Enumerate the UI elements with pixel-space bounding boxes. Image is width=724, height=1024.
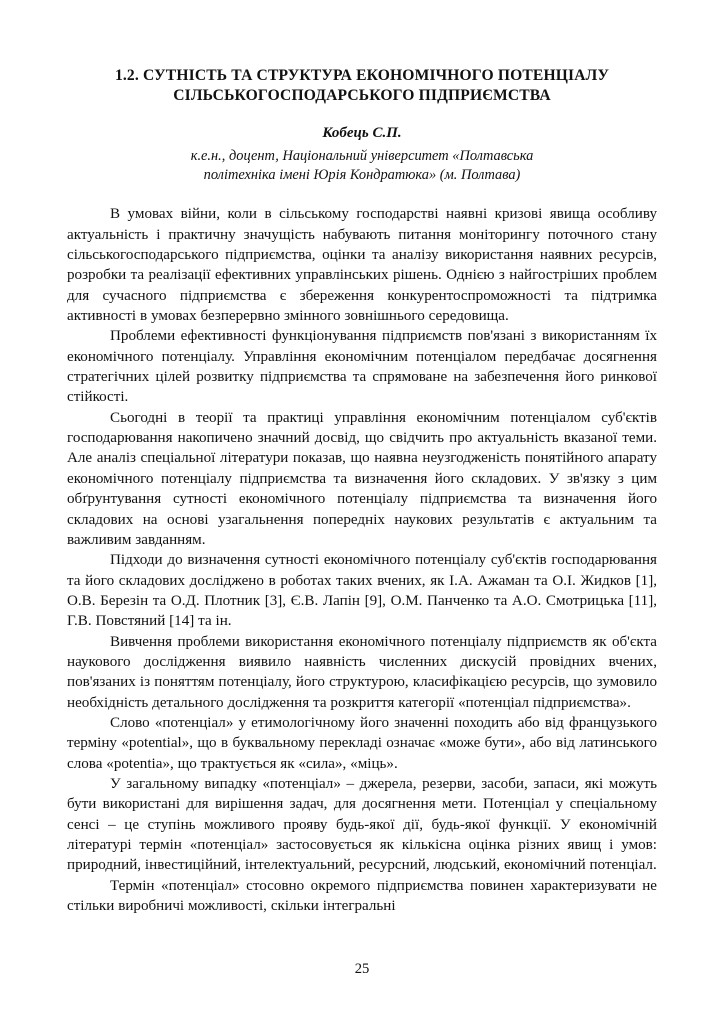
body-text — [67, 204, 657, 916]
page-title-line-1: 1.2. СУТНІСТЬ ТА СТРУКТУРА ЕКОНОМІЧНОГО ПОТЕНЦІАЛУ — [114, 67, 610, 84]
author-name: Кобець С.П. — [322, 124, 402, 141]
body-paragraph: Слово «потенціал» у етимологічному його значенні походить або від французького терміну «potential», що в буквальному перекладі означає «може бути», або від латинського слова «potentia», що трактується як «сила», «міць». — [67, 714, 657, 772]
body-paragraph: В умовах війни, коли в сільському господарстві наявні кризові явища особливу актуальність і практичну значущість набувають питання моніторингу поточного стану сільськогосподарського підприємства, оцінки та аналізу використання наявних ресурсів, розробки та реалізації ефективних управлінських рішень. Однією з найгостріших проблем для сучасного підприємства є збереження конкурентоспроможності та підтримка активності в умовах безперервно змінного зовнішнього середовища. — [67, 206, 657, 325]
page-content — [67, 0, 657, 916]
author-block — [67, 124, 657, 186]
title-block — [67, 0, 657, 107]
body-paragraph: Проблеми ефективності функціонування підприємств пов'язані з використанням їх економічного потенціалу. Управління економічним потенціалом передбачає досягнення стратегічних цілей розвитку підприємства та спрямоване на забезпечення його ринкової стійкості. — [67, 328, 657, 406]
body-paragraph: Підходи до визначення сутності економічного потенціалу суб'єктів господарювання та його складових досліджено в роботах таких вчених, як І.А. Ажаман та О.І. Жидков [1], О.В. Березін та О.Д. Плотник [3], Є.В. Лапін [9], О.М. Панченко та А.О. Смотрицька [11], Г.В. Повстяний [14] та ін. — [67, 552, 657, 630]
body-paragraph: Сьогодні в теорії та практиці управління економічним потенціалом суб'єктів господарювання накопичено значний досвід, що свідчить про актуальність вказаної теми. Але аналіз спеціальної літератури показав, що наявна неузгодженість понятійного апарату економічного потенціалу підприємства та визначення його складових. У зв'язку з цим обґрунтування сутності економічного потенціалу підприємства та визначення його складових на основі узагальнення попередніх наукових результатів є актуальним та важливим завданням. — [67, 409, 657, 548]
affiliation-line-2: політехніка імені Юрія Кондратюка» (м. Полтава) — [203, 167, 521, 184]
affiliation-line-1: к.е.н., доцент, Національний університет «Полтавська — [190, 148, 534, 165]
body-paragraph: Термін «потенціал» стосовно окремого підприємства повинен характеризувати не стільки виробничі можливості, скільки інтегральні — [67, 877, 657, 915]
body-paragraph: Вивчення проблеми використання економічного потенціалу підприємств як об'єкта наукового дослідження виявило наявність численних дискусій провідних вчених, пов'язаних із поняттям потенціалу, його структурою, класифікацією ресурсів, що зумовило необхідність детального дослідження та розкриття категорії «потенціал підприємства». — [67, 633, 657, 711]
page-title — [67, 66, 657, 107]
page-title-line-2: СІЛЬСЬКОГОСПОДАРСЬКОГО ПІДПРИЄМСТВА — [173, 87, 551, 105]
author-affiliation — [67, 147, 657, 185]
body-paragraph: У загальному випадку «потенціал» – джерела, резерви, засоби, запаси, які можуть бути використані для вирішення задач, для досягнення мети. Потенціал у спеціальному сенсі – це ступінь можливого прояву будь-якої дії, будь-якої функції. У економічній літературі термін «потенціал» застосовується як кількісна оцінка різних явищ і умов: природний, інвестиційний, інтелектуальний, ресурсний, людський, економічний потенціал. — [67, 775, 657, 874]
page-number: 25 — [354, 961, 370, 977]
